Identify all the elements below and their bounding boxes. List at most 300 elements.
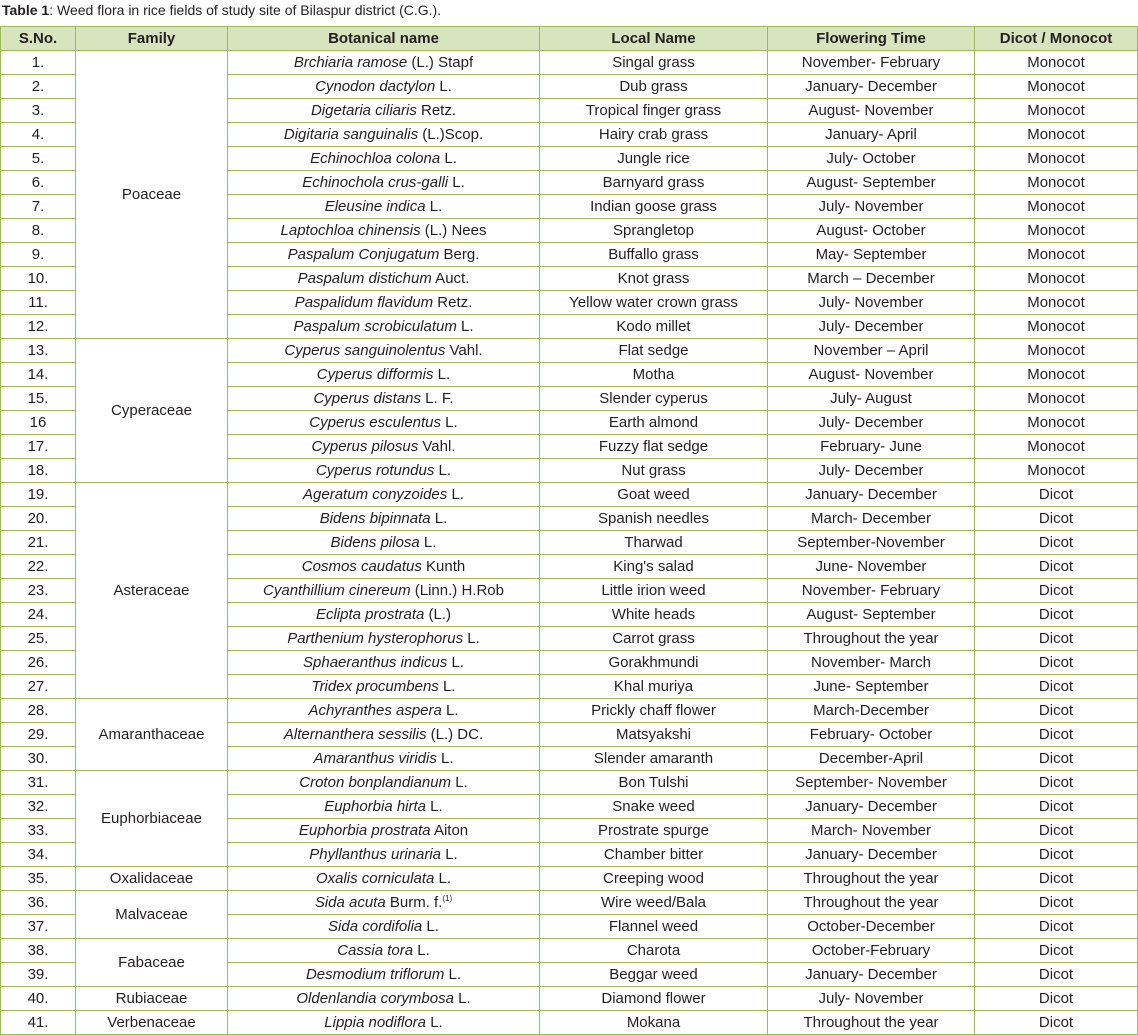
dicot-monocot-cell: Dicot <box>975 915 1138 939</box>
botanical-name-cell <box>228 195 540 219</box>
dicot-monocot-cell: Monocot <box>975 243 1138 267</box>
flowering-time-cell: September- November <box>768 771 975 795</box>
genus-species: Paspalidum flavidum <box>294 294 434 311</box>
dicot-monocot-cell: Dicot <box>975 675 1138 699</box>
local-name-cell: King's salad <box>540 555 768 579</box>
dicot-monocot-cell: Monocot <box>975 459 1138 483</box>
genus-species: Sida acuta <box>314 894 386 911</box>
local-name-cell: Goat weed <box>540 483 768 507</box>
family-cell: Fabaceae <box>76 939 228 987</box>
table-header-row <box>1 27 1138 51</box>
local-name-cell: Mokana <box>540 1011 768 1035</box>
genus-species: Sida cordifolia <box>328 918 423 935</box>
genus-species: Cyanthillium cinereum <box>263 582 411 599</box>
flowering-time-cell: August- September <box>768 171 975 195</box>
dicot-monocot-cell: Monocot <box>975 99 1138 123</box>
flowering-time-cell: March-December <box>768 699 975 723</box>
sno-cell: 17. <box>1 435 76 459</box>
author-citation: L. <box>447 654 464 671</box>
genus-species: Cyperus rotundus <box>315 462 435 479</box>
flowering-time-cell: February- October <box>768 723 975 747</box>
genus-species: Ageratum conyzoides <box>303 486 448 503</box>
flowering-time-cell: Throughout the year <box>768 1011 975 1035</box>
genus-species: Achyranthes aspera <box>308 702 442 719</box>
botanical-name-cell <box>228 627 540 651</box>
author-citation: L. <box>434 462 452 479</box>
sno-cell: 25. <box>1 627 76 651</box>
sno-cell: 29. <box>1 723 76 747</box>
dicot-monocot-cell: Dicot <box>975 723 1138 747</box>
flowering-time-cell: June- November <box>768 555 975 579</box>
flowering-time-cell: Throughout the year <box>768 867 975 891</box>
genus-species: Amaranthus viridis <box>313 750 437 767</box>
author-citation: Auct. <box>431 270 470 287</box>
author-citation: L. <box>453 990 471 1007</box>
sno-cell: 26. <box>1 651 76 675</box>
sno-cell: 4. <box>1 123 76 147</box>
genus-species: Parthenium hysterophorus <box>287 630 464 647</box>
local-name-cell: Beggar weed <box>540 963 768 987</box>
author-citation: Kunth <box>421 558 466 575</box>
dicot-monocot-cell: Dicot <box>975 1011 1138 1035</box>
flowering-time-cell: February- June <box>768 435 975 459</box>
family-cell: Cyperaceae <box>76 339 228 483</box>
sno-cell: 13. <box>1 339 76 363</box>
header-sno: S.No. <box>1 27 76 51</box>
botanical-name-cell <box>228 1011 540 1035</box>
local-name-cell: Barnyard grass <box>540 171 768 195</box>
author-citation: Burm. f. <box>385 894 443 911</box>
flowering-time-cell: July- December <box>768 315 975 339</box>
genus-species: Oxalis corniculata <box>315 870 435 887</box>
sno-cell: 8. <box>1 219 76 243</box>
local-name-cell: Prostrate spurge <box>540 819 768 843</box>
sno-cell: 24. <box>1 603 76 627</box>
local-name-cell: Slender cyperus <box>540 387 768 411</box>
table-row <box>1 939 1138 963</box>
table-body <box>1 51 1138 1035</box>
genus-species: Brchiaria ramose <box>293 54 408 71</box>
dicot-monocot-cell: Dicot <box>975 867 1138 891</box>
author-citation: (L.) DC. <box>426 726 484 743</box>
genus-species: Digetaria ciliaris <box>310 102 417 119</box>
sno-cell: 40. <box>1 987 76 1011</box>
author-citation: L. <box>430 510 448 527</box>
local-name-cell: Slender amaranth <box>540 747 768 771</box>
author-citation: Vahl. <box>445 342 483 359</box>
author-citation: Aiton <box>430 822 469 839</box>
sno-cell: 3. <box>1 99 76 123</box>
flowering-time-cell: July- December <box>768 459 975 483</box>
genus-species: Eleusine indica <box>324 198 426 215</box>
sno-cell: 1. <box>1 51 76 75</box>
genus-species: Cassia tora <box>337 942 414 959</box>
genus-species: Cyperus pilosus <box>311 438 419 455</box>
botanical-name-cell <box>228 267 540 291</box>
botanical-name-cell <box>228 843 540 867</box>
dicot-monocot-cell: Monocot <box>975 387 1138 411</box>
local-name-cell: Singal grass <box>540 51 768 75</box>
table-row <box>1 699 1138 723</box>
table-caption-text: : Weed flora in rice fields of study site of Bilaspur district (C.G.). <box>49 2 442 18</box>
genus-species: Euphorbia prostrata <box>298 822 431 839</box>
flowering-time-cell: November- February <box>768 51 975 75</box>
botanical-name-cell <box>228 963 540 987</box>
sno-cell: 30. <box>1 747 76 771</box>
genus-species: Phyllanthus urinaria <box>309 846 442 863</box>
header-local-name: Local Name <box>540 27 768 51</box>
local-name-cell: Jungle rice <box>540 147 768 171</box>
table-row <box>1 339 1138 363</box>
dicot-monocot-cell: Dicot <box>975 531 1138 555</box>
local-name-cell: Fuzzy flat sedge <box>540 435 768 459</box>
author-citation: (L.) Stapf <box>407 54 474 71</box>
header-family: Family <box>76 27 228 51</box>
genus-species: Echinochloa colona <box>310 150 441 167</box>
flowering-time-cell: November- February <box>768 579 975 603</box>
dicot-monocot-cell: Monocot <box>975 123 1138 147</box>
flowering-time-cell: March – December <box>768 267 975 291</box>
local-name-cell: Nut grass <box>540 459 768 483</box>
author-citation: L. <box>426 1014 443 1031</box>
genus-species: Cyperus esculentus <box>309 414 442 431</box>
sno-cell: 39. <box>1 963 76 987</box>
dicot-monocot-cell: Dicot <box>975 483 1138 507</box>
local-name-cell: Gorakhmundi <box>540 651 768 675</box>
local-name-cell: Prickly chaff flower <box>540 699 768 723</box>
flowering-time-cell: November- March <box>768 651 975 675</box>
sno-cell: 38. <box>1 939 76 963</box>
genus-species: Alternanthera sessilis <box>283 726 427 743</box>
local-name-cell: Wire weed/Bala <box>540 891 768 915</box>
flowering-time-cell: January- December <box>768 483 975 507</box>
table-row <box>1 987 1138 1011</box>
sno-cell: 18. <box>1 459 76 483</box>
family-cell: Poaceae <box>76 51 228 339</box>
genus-species: Laptochloa chinensis <box>280 222 421 239</box>
table-row <box>1 771 1138 795</box>
botanical-name-cell <box>228 939 540 963</box>
botanical-name-cell <box>228 171 540 195</box>
botanical-name-cell <box>228 507 540 531</box>
sno-cell: 15. <box>1 387 76 411</box>
header-flowering-time: Flowering Time <box>768 27 975 51</box>
table-row <box>1 867 1138 891</box>
sno-cell: 32. <box>1 795 76 819</box>
dicot-monocot-cell: Dicot <box>975 891 1138 915</box>
sno-cell: 31. <box>1 771 76 795</box>
flowering-time-cell: September-November <box>768 531 975 555</box>
sno-cell: 19. <box>1 483 76 507</box>
table-row <box>1 1011 1138 1035</box>
sno-cell: 21. <box>1 531 76 555</box>
dicot-monocot-cell: Monocot <box>975 219 1138 243</box>
botanical-name-cell <box>228 675 540 699</box>
botanical-name-cell <box>228 459 540 483</box>
flowering-time-cell: August- September <box>768 603 975 627</box>
flowering-time-cell: June- September <box>768 675 975 699</box>
dicot-monocot-cell: Dicot <box>975 939 1138 963</box>
flowering-time-cell: October-February <box>768 939 975 963</box>
local-name-cell: Tharwad <box>540 531 768 555</box>
dicot-monocot-cell: Monocot <box>975 147 1138 171</box>
footnote-superscript: (1) <box>442 894 453 903</box>
botanical-name-cell <box>228 243 540 267</box>
author-citation: Retz. <box>416 102 457 119</box>
local-name-cell: Buffallo grass <box>540 243 768 267</box>
botanical-name-cell <box>228 747 540 771</box>
botanical-name-cell <box>228 339 540 363</box>
header-dicot-monocot: Dicot / Monocot <box>975 27 1138 51</box>
botanical-name-cell <box>228 723 540 747</box>
botanical-name-cell <box>228 315 540 339</box>
author-citation: L. <box>441 846 458 863</box>
flowering-time-cell: July- November <box>768 195 975 219</box>
botanical-name-cell <box>228 123 540 147</box>
dicot-monocot-cell: Monocot <box>975 435 1138 459</box>
sno-cell: 16 <box>1 411 76 435</box>
sno-cell: 5. <box>1 147 76 171</box>
flowering-time-cell: Throughout the year <box>768 627 975 651</box>
author-citation: L. <box>441 702 459 719</box>
dicot-monocot-cell: Monocot <box>975 51 1138 75</box>
sno-cell: 27. <box>1 675 76 699</box>
dicot-monocot-cell: Dicot <box>975 819 1138 843</box>
botanical-name-cell <box>228 411 540 435</box>
author-citation: Vahl. <box>418 438 456 455</box>
dicot-monocot-cell: Dicot <box>975 699 1138 723</box>
genus-species: Cosmos caudatus <box>301 558 422 575</box>
botanical-name-cell <box>228 387 540 411</box>
dicot-monocot-cell: Dicot <box>975 963 1138 987</box>
dicot-monocot-cell: Dicot <box>975 747 1138 771</box>
local-name-cell: Chamber bitter <box>540 843 768 867</box>
flowering-time-cell: January- December <box>768 75 975 99</box>
local-name-cell: Yellow water crown grass <box>540 291 768 315</box>
flowering-time-cell: May- September <box>768 243 975 267</box>
genus-species: Bidens bipinnata <box>319 510 431 527</box>
genus-species: Lippia nodiflora <box>324 1014 427 1031</box>
author-citation: L. <box>419 534 437 551</box>
author-citation: L. <box>448 174 465 191</box>
botanical-name-cell <box>228 795 540 819</box>
sno-cell: 9. <box>1 243 76 267</box>
local-name-cell: Tropical finger grass <box>540 99 768 123</box>
author-citation: L. <box>444 966 462 983</box>
author-citation: L. <box>463 630 480 647</box>
dicot-monocot-cell: Dicot <box>975 843 1138 867</box>
dicot-monocot-cell: Monocot <box>975 171 1138 195</box>
botanical-name-cell <box>228 699 540 723</box>
author-citation: L. F. <box>421 390 454 407</box>
local-name-cell: White heads <box>540 603 768 627</box>
table-caption <box>2 1 441 19</box>
author-citation: L. <box>436 750 454 767</box>
flowering-time-cell: January- December <box>768 963 975 987</box>
table-row <box>1 51 1138 75</box>
genus-species: Sphaeranthus indicus <box>303 654 448 671</box>
genus-species: Cyperus difformis <box>316 366 434 383</box>
botanical-name-cell <box>228 483 540 507</box>
flowering-time-cell: October-December <box>768 915 975 939</box>
flowering-time-cell: August- October <box>768 219 975 243</box>
sno-cell: 12. <box>1 315 76 339</box>
sno-cell: 2. <box>1 75 76 99</box>
flowering-time-cell: November – April <box>768 339 975 363</box>
author-citation: (L.) <box>424 606 452 623</box>
genus-species: Digitaria sanguinalis <box>283 126 419 143</box>
sno-cell: 14. <box>1 363 76 387</box>
sno-cell: 36. <box>1 891 76 915</box>
local-name-cell: Flannel weed <box>540 915 768 939</box>
botanical-name-cell <box>228 603 540 627</box>
genus-species: Cynodon dactylon <box>315 78 436 95</box>
dicot-monocot-cell: Monocot <box>975 411 1138 435</box>
sno-cell: 35. <box>1 867 76 891</box>
family-cell: Rubiaceae <box>76 987 228 1011</box>
author-citation: Berg. <box>439 246 480 263</box>
family-cell: Amaranthaceae <box>76 699 228 771</box>
botanical-name-cell <box>228 291 540 315</box>
dicot-monocot-cell: Monocot <box>975 195 1138 219</box>
genus-species: Bidens pilosa <box>330 534 420 551</box>
family-cell: Oxalidaceae <box>76 867 228 891</box>
author-citation: L. <box>422 918 439 935</box>
dicot-monocot-cell: Dicot <box>975 771 1138 795</box>
genus-species: Paspalum Conjugatum <box>287 246 440 263</box>
family-cell: Malvaceae <box>76 891 228 939</box>
sno-cell: 28. <box>1 699 76 723</box>
author-citation: L. <box>456 318 474 335</box>
botanical-name-cell <box>228 99 540 123</box>
local-name-cell: Sprangletop <box>540 219 768 243</box>
botanical-name-cell <box>228 363 540 387</box>
local-name-cell: Earth almond <box>540 411 768 435</box>
author-citation: L. <box>451 774 468 791</box>
flowering-time-cell: January- December <box>768 795 975 819</box>
author-citation: L. <box>438 678 456 695</box>
flowering-time-cell: March- November <box>768 819 975 843</box>
dicot-monocot-cell: Dicot <box>975 579 1138 603</box>
author-citation: L. <box>441 414 458 431</box>
sno-cell: 41. <box>1 1011 76 1035</box>
dicot-monocot-cell: Dicot <box>975 987 1138 1011</box>
family-cell: Verbenaceae <box>76 1011 228 1035</box>
flowering-time-cell: January- April <box>768 123 975 147</box>
sno-cell: 34. <box>1 843 76 867</box>
genus-species: Tridex procumbens <box>311 678 439 695</box>
author-citation: L. <box>434 870 452 887</box>
genus-species: Cyperus sanguinolentus <box>284 342 446 359</box>
flowering-time-cell: July- November <box>768 291 975 315</box>
flowering-time-cell: December-April <box>768 747 975 771</box>
botanical-name-cell <box>228 867 540 891</box>
author-citation: L. <box>426 798 443 815</box>
local-name-cell: Charota <box>540 939 768 963</box>
author-citation: (Linn.) H.Rob <box>410 582 504 599</box>
author-citation: L. <box>435 78 452 95</box>
botanical-name-cell <box>228 819 540 843</box>
flowering-time-cell: July- December <box>768 411 975 435</box>
sno-cell: 10. <box>1 267 76 291</box>
dicot-monocot-cell: Dicot <box>975 555 1138 579</box>
botanical-name-cell <box>228 555 540 579</box>
flowering-time-cell: August- November <box>768 99 975 123</box>
botanical-name-cell <box>228 147 540 171</box>
botanical-name-cell <box>228 219 540 243</box>
dicot-monocot-cell: Dicot <box>975 795 1138 819</box>
flowering-time-cell: July- August <box>768 387 975 411</box>
author-citation: L. <box>425 198 443 215</box>
local-name-cell: Indian goose grass <box>540 195 768 219</box>
sno-cell: 23. <box>1 579 76 603</box>
table-row <box>1 483 1138 507</box>
local-name-cell: Matsyakshi <box>540 723 768 747</box>
local-name-cell: Motha <box>540 363 768 387</box>
botanical-name-cell <box>228 651 540 675</box>
flowering-time-cell: Throughout the year <box>768 891 975 915</box>
family-cell: Asteraceae <box>76 483 228 699</box>
flowering-time-cell: August- November <box>768 363 975 387</box>
author-citation: (L.)Scop. <box>418 126 484 143</box>
botanical-name-cell <box>228 987 540 1011</box>
author-citation: L. <box>447 486 464 503</box>
botanical-name-cell <box>228 579 540 603</box>
genus-species: Croton bonplandianum <box>299 774 452 791</box>
genus-species: Desmodium triflorum <box>305 966 445 983</box>
dicot-monocot-cell: Monocot <box>975 363 1138 387</box>
local-name-cell: Knot grass <box>540 267 768 291</box>
genus-species: Oldenlandia corymbosa <box>296 990 454 1007</box>
dicot-monocot-cell: Monocot <box>975 75 1138 99</box>
table-caption-label: Table 1 <box>2 2 50 18</box>
dicot-monocot-cell: Monocot <box>975 267 1138 291</box>
dicot-monocot-cell: Dicot <box>975 627 1138 651</box>
dicot-monocot-cell: Dicot <box>975 603 1138 627</box>
local-name-cell: Creeping wood <box>540 867 768 891</box>
botanical-name-cell <box>228 891 540 915</box>
genus-species: Paspalum distichum <box>297 270 432 287</box>
botanical-name-cell <box>228 75 540 99</box>
local-name-cell: Carrot grass <box>540 627 768 651</box>
dicot-monocot-cell: Dicot <box>975 651 1138 675</box>
local-name-cell: Spanish needles <box>540 507 768 531</box>
genus-species: Paspalum scrobiculatum <box>293 318 457 335</box>
family-cell: Euphorbiaceae <box>76 771 228 867</box>
table-row <box>1 891 1138 915</box>
local-name-cell: Kodo millet <box>540 315 768 339</box>
botanical-name-cell <box>228 51 540 75</box>
author-citation: (L.) Nees <box>420 222 487 239</box>
header-botanical-name: Botanical name <box>228 27 540 51</box>
flowering-time-cell: July- November <box>768 987 975 1011</box>
local-name-cell: Bon Tulshi <box>540 771 768 795</box>
sno-cell: 11. <box>1 291 76 315</box>
flowering-time-cell: January- December <box>768 843 975 867</box>
genus-species: Eclipta prostrata <box>315 606 425 623</box>
local-name-cell: Hairy crab grass <box>540 123 768 147</box>
author-citation: L. <box>440 150 457 167</box>
genus-species: Echinochola crus-galli <box>302 174 449 191</box>
local-name-cell: Little irion weed <box>540 579 768 603</box>
local-name-cell: Flat sedge <box>540 339 768 363</box>
botanical-name-cell <box>228 435 540 459</box>
dicot-monocot-cell: Monocot <box>975 339 1138 363</box>
sno-cell: 20. <box>1 507 76 531</box>
dicot-monocot-cell: Monocot <box>975 291 1138 315</box>
local-name-cell: Khal muriya <box>540 675 768 699</box>
local-name-cell: Snake weed <box>540 795 768 819</box>
